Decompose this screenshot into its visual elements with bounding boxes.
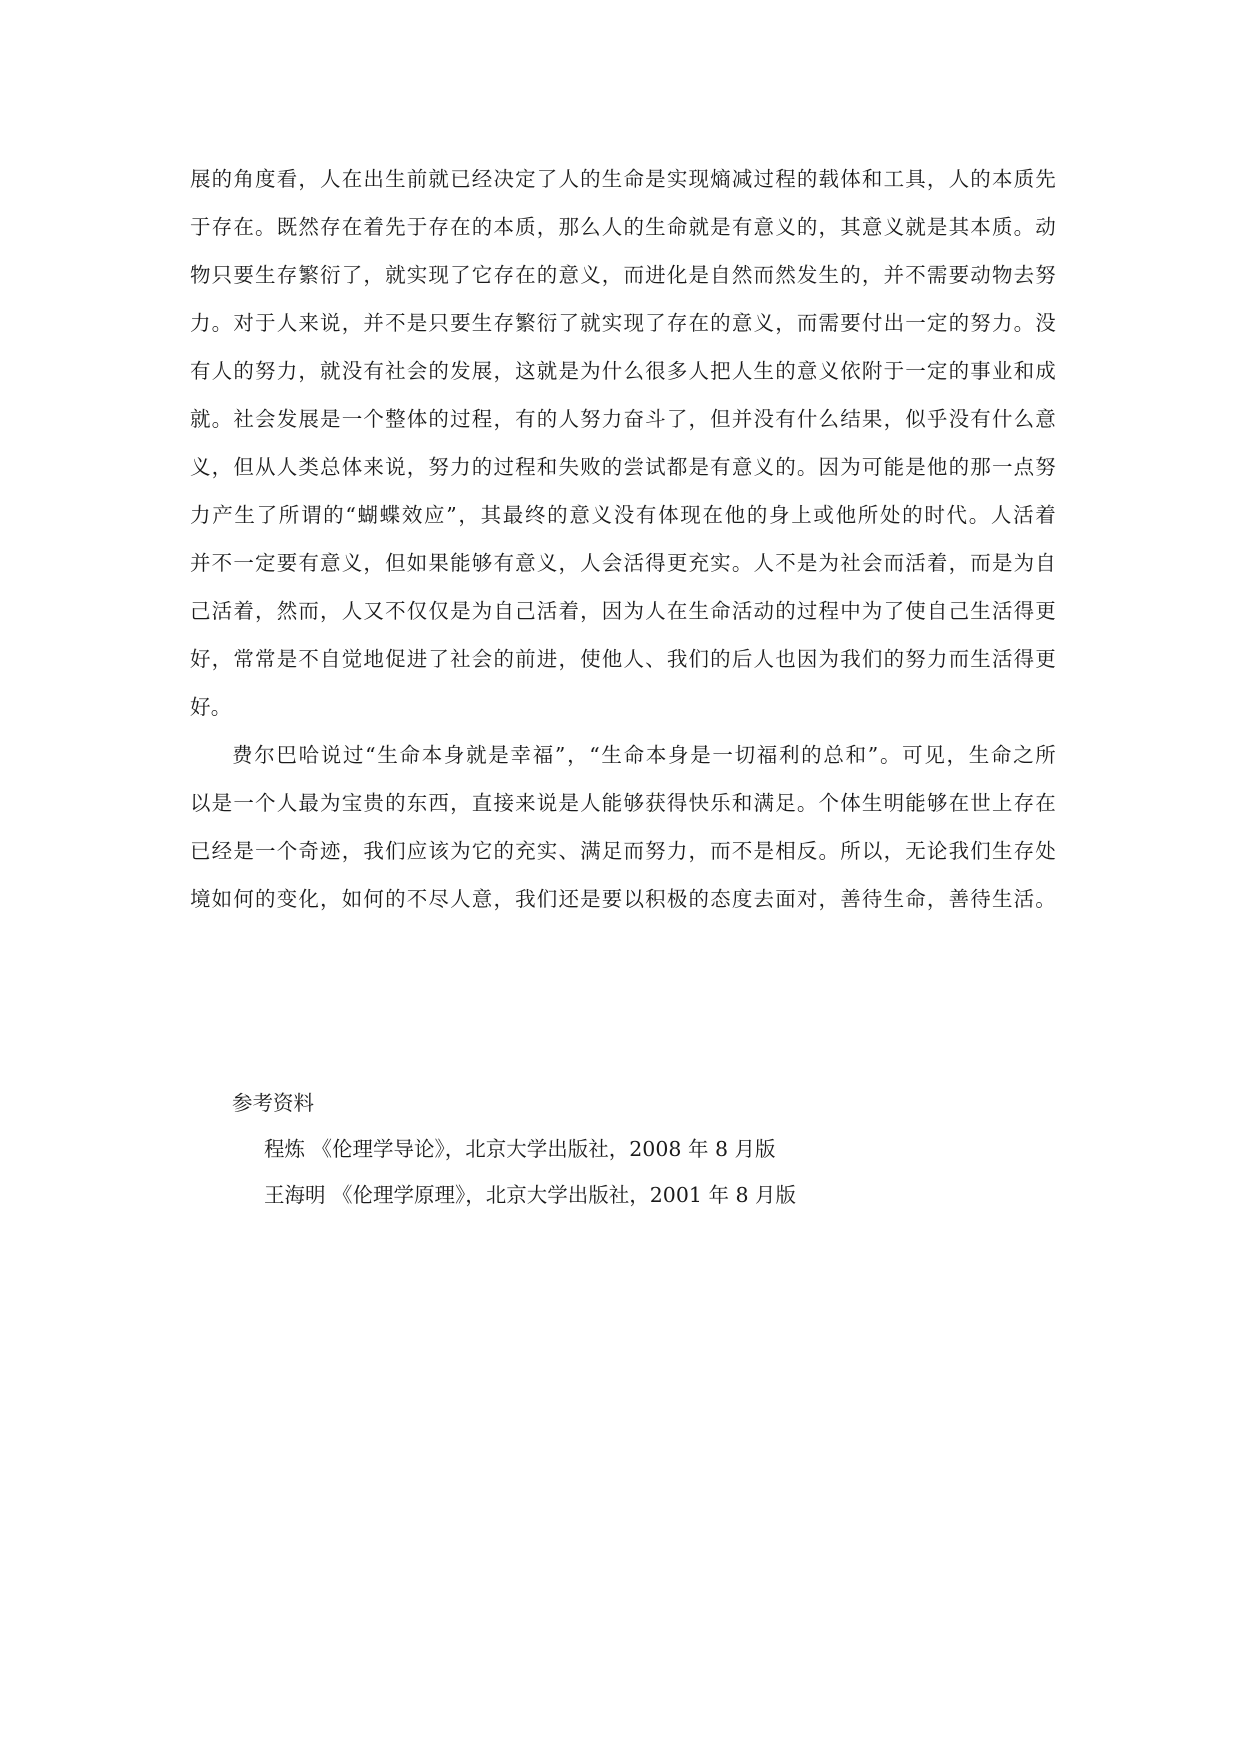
references-section	[232, 1080, 1032, 1218]
paragraph-1-line: 好，常常是不自觉地促进了社会的前进，使他人、我们的后人也因为我们的努力而生活得更	[190, 647, 1056, 671]
paragraph-2-line: 费尔巴哈说过“生命本身就是幸福”，“生命本身是一切福利的总和”。可见，生命之所	[232, 743, 1056, 767]
paragraph-1-line: 就。社会发展是一个整体的过程，有的人努力奋斗了，但并没有什么结果，似乎没有什么意	[190, 407, 1056, 431]
paragraph-1-line: 己活着，然而，人又不仅仅是为自己活着，因为人在生命活动的过程中为了使自己生活得更	[190, 599, 1056, 623]
paragraph-1-line: 好。	[190, 695, 232, 719]
paragraph-1-line: 义，但从人类总体来说，努力的过程和失败的尝试都是有意义的。因为可能是他的那一点努	[190, 455, 1056, 479]
paragraph-2-line: 境如何的变化，如何的不尽人意，我们还是要以积极的态度去面对，善待生命，善待生活。	[190, 887, 1056, 911]
paragraph-1-line: 于存在。既然存在着先于存在的本质，那么人的生命就是有意义的，其意义就是其本质。动	[190, 215, 1056, 239]
paragraph-1-line: 力。对于人来说，并不是只要生存繁衍了就实现了存在的意义，而需要付出一定的努力。没	[190, 311, 1056, 335]
references-title: 参考资料	[232, 1091, 314, 1115]
paragraph-1-line: 物只要生存繁衍了，就实现了它存在的意义，而进化是自然而然发生的，并不需要动物去努	[190, 263, 1056, 287]
body-text	[190, 155, 1056, 923]
paragraph-2-line: 已经是一个奇迹，我们应该为它的充实、满足而努力，而不是相反。所以，无论我们生存处	[190, 839, 1056, 863]
paragraph-1-line: 展的角度看，人在出生前就已经决定了人的生命是实现熵减过程的载体和工具，人的本质先	[190, 167, 1056, 191]
paragraph-1-line: 并不一定要有意义，但如果能够有意义，人会活得更充实。人不是为社会而活着，而是为自	[190, 551, 1056, 575]
reference-item: 程炼 《伦理学导论》，北京大学出版社，2008 年 8 月版	[264, 1137, 776, 1161]
paragraph-2-line: 以是一个人最为宝贵的东西，直接来说是人能够获得快乐和满足。个体生明能够在世上存在	[190, 791, 1056, 815]
paragraph-1-line: 有人的努力，就没有社会的发展，这就是为什么很多人把人生的意义依附于一定的事业和成	[190, 359, 1056, 383]
paragraph-1-line: 力产生了所谓的“蝴蝶效应”，其最终的意义没有体现在他的身上或他所处的时代。人活着	[190, 503, 1056, 527]
reference-item: 王海明 《伦理学原理》，北京大学出版社，2001 年 8 月版	[264, 1183, 797, 1207]
